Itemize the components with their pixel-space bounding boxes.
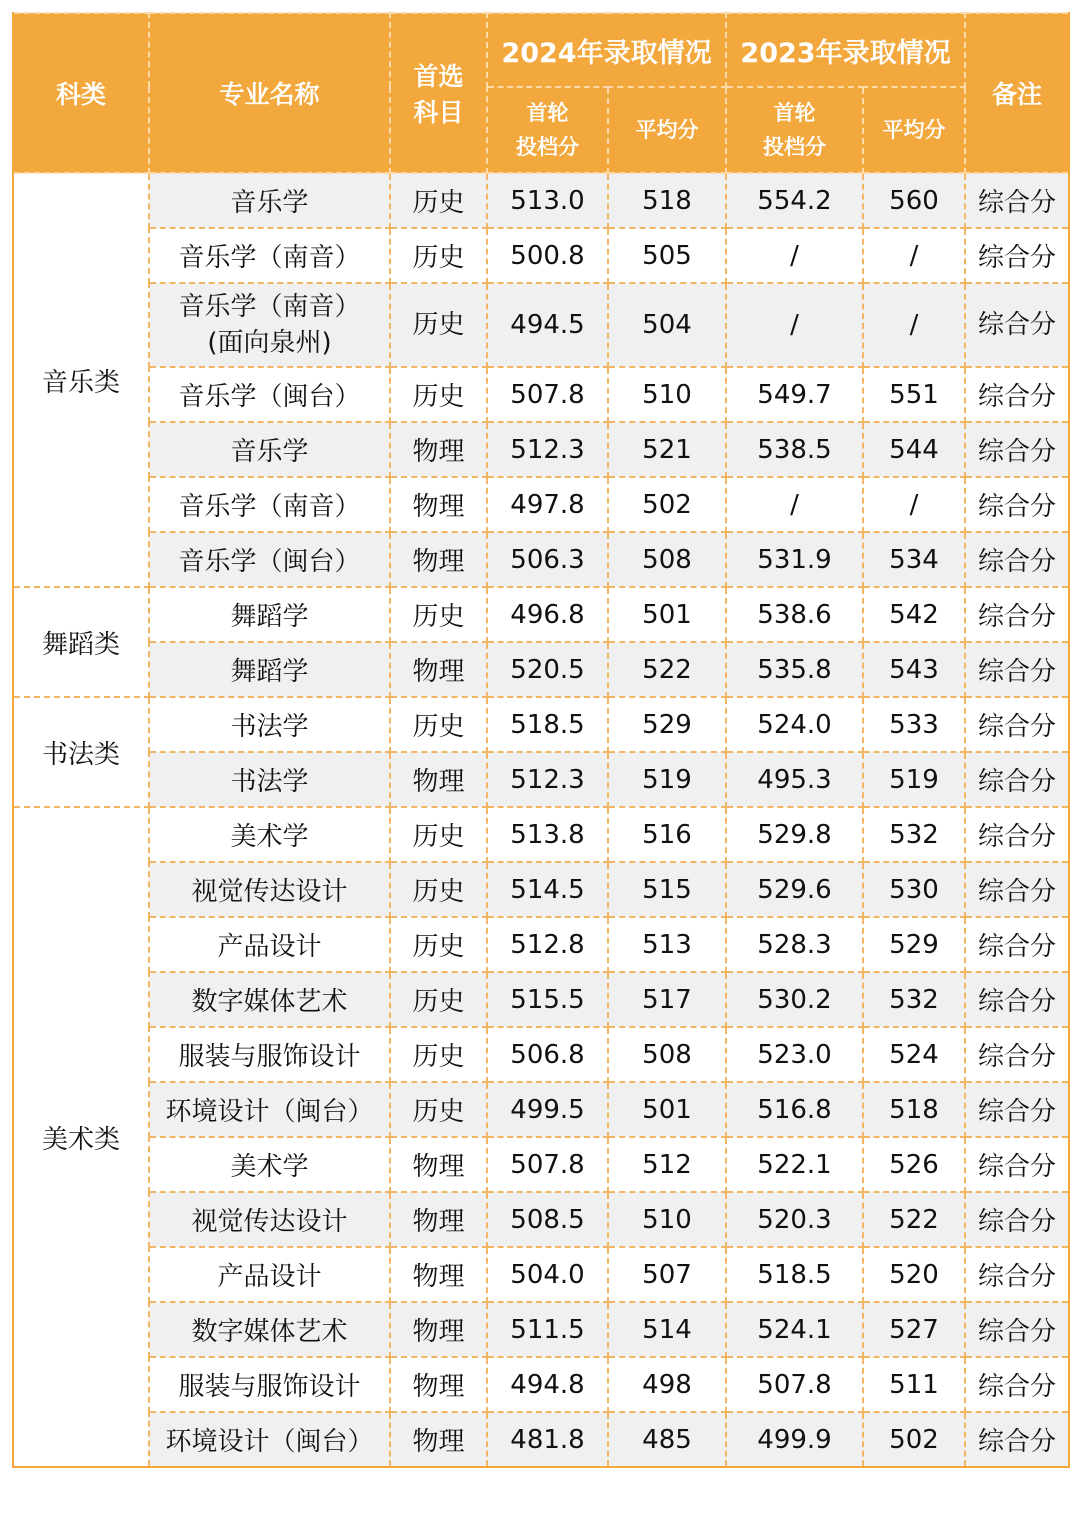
major-name: 产品设计 [217,932,322,962]
major-cell [149,917,390,972]
average-2023-cell: 534 [863,532,965,587]
remark-cell: 综合分 [965,1302,1069,1357]
table-row [13,642,1069,697]
average-2024-cell: 516 [608,807,726,862]
major-cell [149,1412,390,1467]
average-2024-cell: 513 [608,917,726,972]
table-row [13,697,1069,752]
average-2024-cell: 501 [608,587,726,642]
table-body [13,173,1069,1467]
table-row [13,228,1069,283]
category-cell: 书法类 [13,697,149,807]
average-2024-cell: 529 [608,697,726,752]
first-round-2024-cell: 506.8 [487,1027,608,1082]
major-name: 数字媒体艺术 [191,1317,348,1347]
average-2024-cell: 501 [608,1082,726,1137]
first-round-2023-cell: 529.8 [726,807,863,862]
category-cell: 音乐类 [13,173,149,587]
first-round-2023-cell: 524.0 [726,697,863,752]
average-2024-cell: 508 [608,1027,726,1082]
major-name: 音乐学 [230,437,309,467]
average-2023-cell: 522 [863,1192,965,1247]
remark-cell: 综合分 [965,697,1069,752]
major-name: 美术学 [230,1152,309,1182]
remark-cell: 综合分 [965,1247,1069,1302]
table-row [13,477,1069,532]
average-2024-cell: 507 [608,1247,726,1302]
first-round-2024-cell: 514.5 [487,862,608,917]
major-cell [149,173,390,228]
average-2023-cell: 544 [863,422,965,477]
average-2023-cell: 542 [863,587,965,642]
subject-cell: 历史 [390,587,487,642]
subject-cell: 物理 [390,1192,487,1247]
major-cell [149,1357,390,1412]
subject-cell: 物理 [390,477,487,532]
subject-cell: 历史 [390,367,487,422]
table-row [13,1137,1069,1192]
subject-cell: 历史 [390,283,487,367]
major-cell [149,1192,390,1247]
remark-cell: 综合分 [965,972,1069,1027]
major-name: 音乐学（南音） [178,492,361,522]
major-cell [149,642,390,697]
table-row [13,1247,1069,1302]
remark-cell: 综合分 [965,283,1069,367]
first-round-2024-cell: 481.8 [487,1412,608,1467]
category-cell: 舞蹈类 [13,587,149,697]
average-2023-cell: 526 [863,1137,965,1192]
average-2024-cell: 508 [608,532,726,587]
subject-cell: 物理 [390,752,487,807]
major-cell [149,1247,390,1302]
remark-cell: 综合分 [965,367,1069,422]
first-round-2024-cell: 496.8 [487,587,608,642]
major-cell [149,1302,390,1357]
average-2024-cell: 519 [608,752,726,807]
header-first-round-2024: 首轮 投档分 [487,87,608,173]
first-round-2023-cell: 535.8 [726,642,863,697]
average-2024-cell: 498 [608,1357,726,1412]
table-row [13,752,1069,807]
table-header [13,13,1069,173]
first-round-2024-cell: 494.8 [487,1357,608,1412]
first-round-2023-cell: 531.9 [726,532,863,587]
subject-cell: 历史 [390,862,487,917]
table-row [13,283,1069,367]
major-name: 音乐学（南音） [178,243,361,273]
major-name-note: (面向泉州) [207,328,332,358]
subject-cell: 物理 [390,1412,487,1467]
first-round-2023-cell: 522.1 [726,1137,863,1192]
average-2024-cell: 510 [608,1192,726,1247]
major-name: 产品设计 [217,1262,322,1292]
first-round-2023-cell: 538.6 [726,587,863,642]
first-round-2024-cell: 515.5 [487,972,608,1027]
subject-cell: 物理 [390,532,487,587]
major-cell [149,1027,390,1082]
first-round-2024-cell: 513.8 [487,807,608,862]
remark-cell: 综合分 [965,752,1069,807]
table-row [13,862,1069,917]
table-row [13,587,1069,642]
first-round-2024-cell: 500.8 [487,228,608,283]
average-2024-cell: 505 [608,228,726,283]
first-round-2023-cell: 523.0 [726,1027,863,1082]
table-row [13,422,1069,477]
remark-cell: 综合分 [965,1412,1069,1467]
first-round-2023-cell: 524.1 [726,1302,863,1357]
average-2023-cell: 560 [863,173,965,228]
first-round-2023-cell: 516.8 [726,1082,863,1137]
first-round-2023-cell: 554.2 [726,173,863,228]
average-2024-cell: 517 [608,972,726,1027]
average-2023-cell: 524 [863,1027,965,1082]
first-round-2024-cell: 507.8 [487,367,608,422]
average-2024-cell: 518 [608,173,726,228]
first-round-2024-cell: 518.5 [487,697,608,752]
remark-cell: 综合分 [965,228,1069,283]
table-row [13,1027,1069,1082]
header-average-2024: 平均分 [608,87,726,173]
major-name: 数字媒体艺术 [191,987,348,1017]
subject-cell: 历史 [390,173,487,228]
major-cell [149,477,390,532]
major-cell [149,228,390,283]
major-name: 音乐学（闽台） [178,547,361,577]
average-2024-cell: 521 [608,422,726,477]
header-year-2024: 2024年录取情况 [487,13,726,87]
major-cell [149,367,390,422]
remark-cell: 综合分 [965,807,1069,862]
remark-cell: 综合分 [965,1082,1069,1137]
average-2023-cell: 502 [863,1412,965,1467]
first-round-2023-cell: / [726,283,863,367]
average-2024-cell: 514 [608,1302,726,1357]
first-round-2024-cell: 512.3 [487,422,608,477]
header-year-2023: 2023年录取情况 [726,13,965,87]
subject-cell: 历史 [390,972,487,1027]
first-round-2023-cell: 507.8 [726,1357,863,1412]
major-name: 音乐学 [230,188,309,218]
major-cell [149,752,390,807]
admission-table-container [12,12,1068,1468]
major-name: 服装与服饰设计 [178,1372,361,1402]
category-cell: 美术类 [13,807,149,1467]
major-name: 环境设计（闽台） [165,1427,374,1457]
remark-cell: 综合分 [965,862,1069,917]
major-name: 环境设计（闽台） [165,1097,374,1127]
first-round-2023-cell: / [726,477,863,532]
average-2024-cell: 512 [608,1137,726,1192]
first-round-2023-cell: 530.2 [726,972,863,1027]
major-name: 视觉传达设计 [191,1207,348,1237]
average-2024-cell: 504 [608,283,726,367]
subject-cell: 历史 [390,917,487,972]
remark-cell: 综合分 [965,917,1069,972]
first-round-2024-cell: 499.5 [487,1082,608,1137]
first-round-2023-cell: 520.3 [726,1192,863,1247]
major-cell [149,422,390,477]
average-2023-cell: / [863,228,965,283]
major-cell [149,532,390,587]
first-round-2023-cell: 529.6 [726,862,863,917]
table-row [13,972,1069,1027]
remark-cell: 综合分 [965,1357,1069,1412]
header-subject: 首选 科目 [390,13,487,173]
average-2023-cell: 527 [863,1302,965,1357]
first-round-2024-cell: 497.8 [487,477,608,532]
subject-cell: 物理 [390,1302,487,1357]
average-2023-cell: 532 [863,972,965,1027]
first-round-2024-cell: 506.3 [487,532,608,587]
table-row [13,1412,1069,1467]
average-2023-cell: 519 [863,752,965,807]
remark-cell: 综合分 [965,422,1069,477]
header-major: 专业名称 [149,13,390,173]
major-name: 书法学 [230,712,309,742]
first-round-2023-cell: 528.3 [726,917,863,972]
major-name: 舞蹈学 [230,657,309,687]
average-2024-cell: 515 [608,862,726,917]
first-round-2023-cell: 518.5 [726,1247,863,1302]
remark-cell: 综合分 [965,587,1069,642]
table-row [13,1192,1069,1247]
major-cell [149,1082,390,1137]
average-2023-cell: 511 [863,1357,965,1412]
first-round-2024-cell: 512.8 [487,917,608,972]
average-2023-cell: 551 [863,367,965,422]
remark-cell: 综合分 [965,173,1069,228]
subject-cell: 历史 [390,697,487,752]
major-name: 视觉传达设计 [191,877,348,907]
subject-cell: 物理 [390,1357,487,1412]
table-row [13,173,1069,228]
remark-cell: 综合分 [965,642,1069,697]
table-row [13,532,1069,587]
header-first-round-2023: 首轮 投档分 [726,87,863,173]
average-2023-cell: 520 [863,1247,965,1302]
header-average-2023: 平均分 [863,87,965,173]
subject-cell: 物理 [390,642,487,697]
major-name: 服装与服饰设计 [178,1042,361,1072]
first-round-2024-cell: 494.5 [487,283,608,367]
average-2024-cell: 510 [608,367,726,422]
major-name: 音乐学（闽台） [178,382,361,412]
average-2023-cell: 529 [863,917,965,972]
first-round-2023-cell: 495.3 [726,752,863,807]
admission-score-table [12,12,1070,1468]
major-name: 音乐学（南音） [178,292,361,322]
major-cell [149,697,390,752]
table-row [13,1302,1069,1357]
major-name: 书法学 [230,767,309,797]
major-cell [149,587,390,642]
subject-cell: 历史 [390,228,487,283]
major-name: 舞蹈学 [230,602,309,632]
remark-cell: 综合分 [965,1137,1069,1192]
first-round-2023-cell: 499.9 [726,1412,863,1467]
subject-cell: 物理 [390,1247,487,1302]
subject-cell: 物理 [390,422,487,477]
average-2023-cell: / [863,283,965,367]
major-cell [149,862,390,917]
first-round-2023-cell: 549.7 [726,367,863,422]
major-cell [149,807,390,862]
first-round-2024-cell: 512.3 [487,752,608,807]
subject-cell: 历史 [390,1082,487,1137]
remark-cell: 综合分 [965,1192,1069,1247]
table-row [13,917,1069,972]
subject-cell: 物理 [390,1137,487,1192]
first-round-2024-cell: 508.5 [487,1192,608,1247]
subject-cell: 历史 [390,1027,487,1082]
average-2023-cell: 532 [863,807,965,862]
remark-cell: 综合分 [965,532,1069,587]
average-2024-cell: 485 [608,1412,726,1467]
first-round-2023-cell: 538.5 [726,422,863,477]
average-2023-cell: 530 [863,862,965,917]
table-row [13,367,1069,422]
average-2024-cell: 522 [608,642,726,697]
major-cell [149,972,390,1027]
first-round-2024-cell: 504.0 [487,1247,608,1302]
major-name: 美术学 [230,822,309,852]
major-cell [149,283,390,367]
first-round-2023-cell: / [726,228,863,283]
table-row [13,1357,1069,1412]
remark-cell: 综合分 [965,1027,1069,1082]
table-row [13,807,1069,862]
table-row [13,1082,1069,1137]
subject-cell: 历史 [390,807,487,862]
average-2023-cell: / [863,477,965,532]
average-2023-cell: 543 [863,642,965,697]
remark-cell: 综合分 [965,477,1069,532]
first-round-2024-cell: 520.5 [487,642,608,697]
first-round-2024-cell: 511.5 [487,1302,608,1357]
first-round-2024-cell: 513.0 [487,173,608,228]
average-2023-cell: 533 [863,697,965,752]
average-2023-cell: 518 [863,1082,965,1137]
header-remark: 备注 [965,13,1069,173]
average-2024-cell: 502 [608,477,726,532]
header-category: 科类 [13,13,149,173]
first-round-2024-cell: 507.8 [487,1137,608,1192]
major-cell [149,1137,390,1192]
